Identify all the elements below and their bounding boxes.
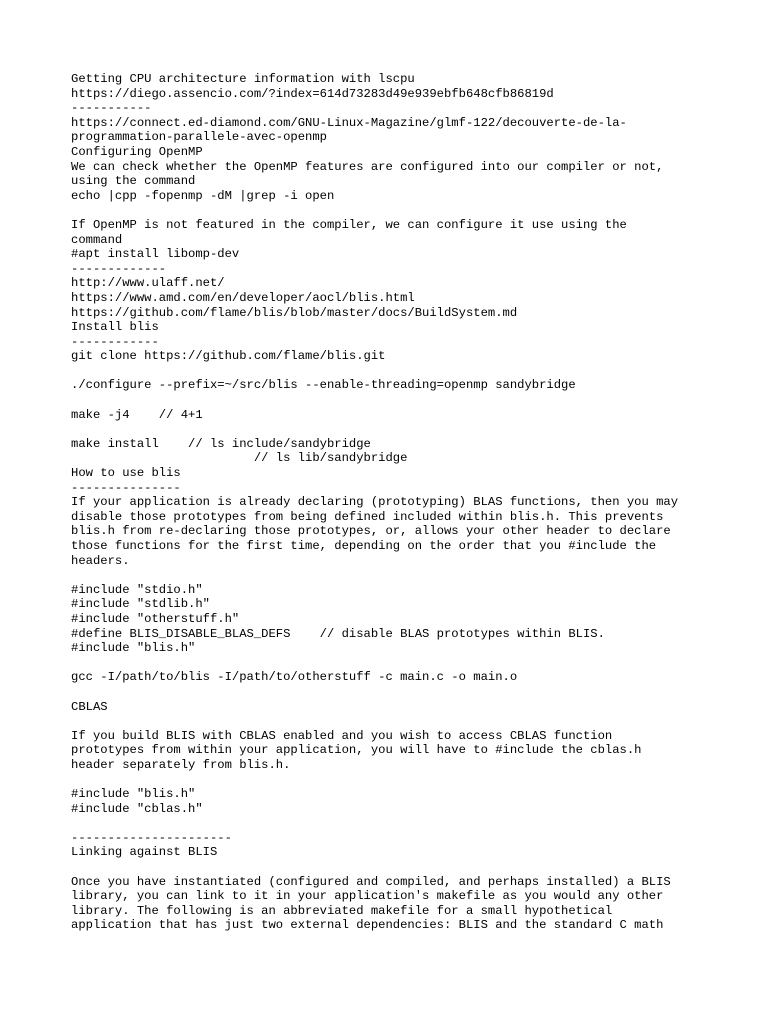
- text-line: We can check whether the OpenMP features are configured into our compiler or not,: [71, 159, 664, 174]
- text-line: #define BLIS_DISABLE_BLAS_DEFS // disable BLAS prototypes within BLIS.: [71, 626, 605, 641]
- text-line: [71, 685, 731, 700]
- text-line: gcc -I/path/to/blis -I/path/to/otherstuff -c main.c -o main.o: [71, 670, 518, 685]
- text-line: [71, 860, 731, 875]
- text-line: [71, 568, 731, 583]
- text-line: Configuring OpenMP: [71, 144, 203, 159]
- text-line: ------------: [71, 334, 159, 349]
- text-line: // ls lib/sandybridge: [71, 451, 408, 466]
- text-line: #include "blis.h": [71, 787, 196, 802]
- text-line: [71, 816, 731, 831]
- text-line: echo |cpp -fopenmp -dM |grep -i open: [71, 188, 335, 203]
- text-line: #include "otherstuff.h": [71, 611, 240, 626]
- text-line: ----------------------: [71, 830, 232, 845]
- text-line: https://github.com/flame/blis/blob/master/docs/BuildSystem.md: [71, 305, 518, 320]
- text-line: blis.h from re-declaring those prototypes, or, allows your other header to declare: [71, 524, 671, 539]
- document-text: [71, 72, 731, 933]
- text-line: header separately from blis.h.: [71, 757, 291, 772]
- text-line: prototypes from within your application, you will have to #include the cblas.h: [71, 743, 642, 758]
- text-line: command: [71, 232, 123, 247]
- text-line: [71, 773, 731, 788]
- text-line: [71, 393, 731, 408]
- text-line: Linking against BLIS: [71, 845, 218, 860]
- text-line: #include "stdlib.h": [71, 597, 210, 612]
- text-line: headers.: [71, 553, 130, 568]
- text-line: #include "cblas.h": [71, 801, 203, 816]
- text-line: ---------------: [71, 480, 181, 495]
- text-line: using the command: [71, 174, 196, 189]
- text-line: https://diego.assencio.com/?index=614d73283d49e939ebfb648cfb86819d: [71, 86, 554, 101]
- text-line: git clone https://github.com/flame/blis.git: [71, 349, 386, 364]
- text-line: ./configure --prefix=~/src/blis --enable-threading=openmp sandybridge: [71, 378, 576, 393]
- text-line: CBLAS: [71, 699, 108, 714]
- text-line: Once you have instantiated (configured and compiled, and perhaps installed) a BLIS: [71, 874, 671, 889]
- text-line: those functions for the first time, depending on the order that you #include the: [71, 539, 657, 553]
- text-line: If you build BLIS with CBLAS enabled and you wish to access CBLAS function: [71, 728, 613, 743]
- text-line: disable those prototypes from being defined included within blis.h. This prevents: [71, 509, 664, 524]
- text-line: #include "blis.h": [71, 641, 196, 656]
- text-line: library, you can link to it in your application's makefile as you would any other: [71, 889, 664, 904]
- text-line: If your application is already declaring (prototyping) BLAS functions, then you may: [71, 495, 679, 510]
- text-line: https://www.amd.com/en/developer/aocl/blis.html: [71, 290, 415, 305]
- text-line: [71, 714, 731, 729]
- text-line: http://www.ulaff.net/: [71, 276, 225, 291]
- text-line: Getting CPU architecture information with lscpu: [71, 72, 415, 86]
- text-line: -----------: [71, 101, 152, 116]
- text-line: library. The following is an abbreviated makefile for a small hypothetical: [71, 903, 613, 918]
- text-line: programmation-parallele-avec-openmp: [71, 130, 327, 145]
- text-line: [71, 364, 731, 379]
- text-line: application that has just two external dependencies: BLIS and the standard C math: [71, 918, 664, 933]
- text-line: https://connect.ed-diamond.com/GNU-Linux-Magazine/glmf-122/decouverte-de-la-: [71, 115, 627, 130]
- text-line: #apt install libomp-dev: [71, 247, 240, 262]
- text-line: Install blis: [71, 320, 159, 335]
- text-line: [71, 422, 731, 437]
- text-line: [71, 203, 731, 218]
- text-line: If OpenMP is not featured in the compiler, we can configure it use using the: [71, 217, 627, 232]
- text-line: #include "stdio.h": [71, 582, 203, 597]
- text-line: make install // ls include/sandybridge: [71, 436, 371, 451]
- text-line: [71, 656, 731, 671]
- text-line: make -j4 // 4+1: [71, 407, 203, 422]
- text-line: -------------: [71, 261, 167, 276]
- text-line: How to use blis: [71, 466, 181, 481]
